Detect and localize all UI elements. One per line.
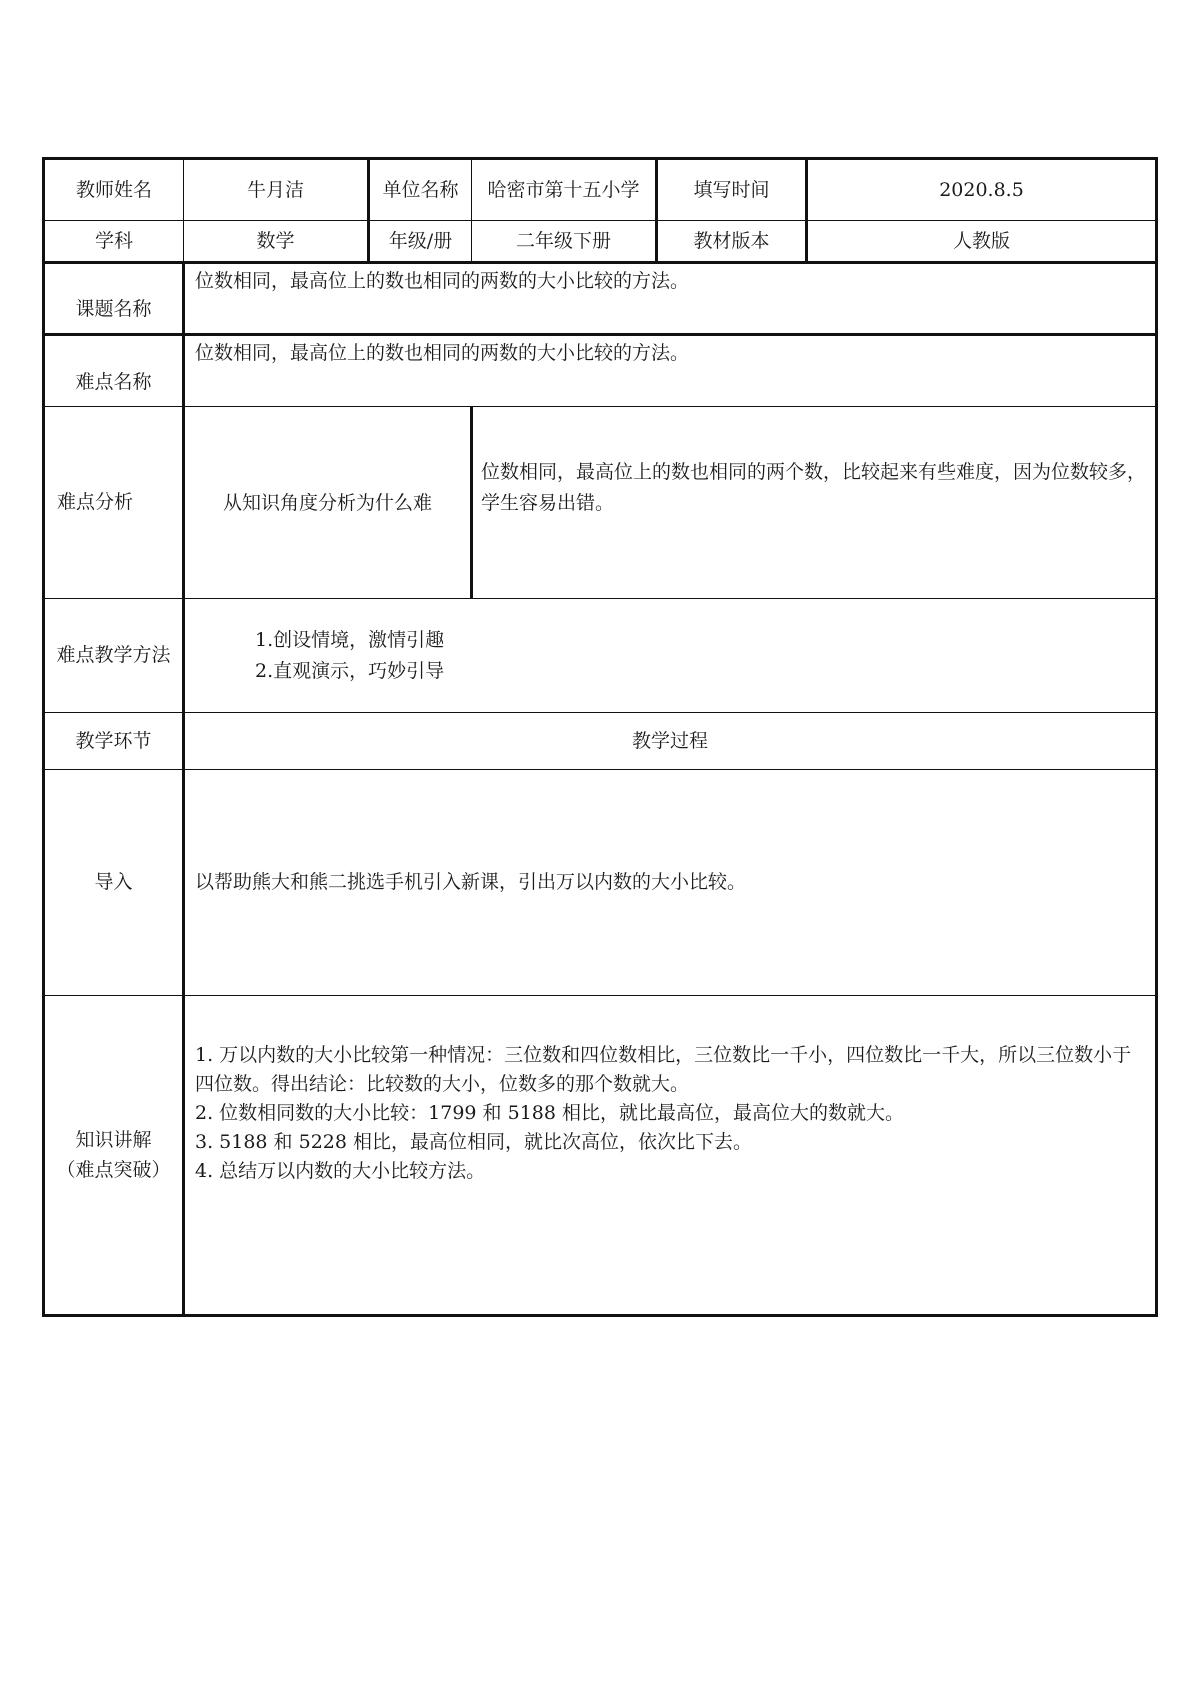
unit-value: 哈密市第十五小学 <box>472 159 657 221</box>
analysis-value: 位数相同，最高位上的数也相同的两个数，比较起来有些难度，因为位数较多，学生容易出错。 <box>472 407 1157 599</box>
unit-label: 单位名称 <box>369 159 472 221</box>
difficulty-label: 难点名称 <box>44 335 184 407</box>
knowledge-label-line2: （难点突破） <box>56 1159 171 1181</box>
date-value: 2020.8.5 <box>807 159 1157 221</box>
topic-value: 位数相同，最高位上的数也相同的两数的大小比较的方法。 <box>184 263 1157 335</box>
method-item: 1.创设情境，激情引趣 <box>255 628 445 651</box>
analysis-sub-label: 从知识角度分析为什么难 <box>184 407 472 599</box>
topic-label: 课题名称 <box>44 263 184 335</box>
methods-content <box>184 599 1157 713</box>
subject-label: 学科 <box>44 221 184 263</box>
lesson-plan-table <box>42 157 1158 1317</box>
topic-row <box>44 263 1157 335</box>
edition-value: 人教版 <box>807 221 1157 263</box>
knowledge-item: 4. 总结万以内数的大小比较方法。 <box>195 1159 486 1182</box>
difficulty-value: 位数相同，最高位上的数也相同的两数的大小比较的方法。 <box>184 335 1157 407</box>
intro-row <box>44 770 1157 996</box>
subject-value: 数学 <box>184 221 369 263</box>
grade-value: 二年级下册 <box>472 221 657 263</box>
intro-value: 以帮助熊大和熊二挑选手机引入新课，引出万以内数的大小比较。 <box>184 770 1157 996</box>
grade-label: 年级/册 <box>369 221 472 263</box>
process-label: 教学过程 <box>184 713 1157 770</box>
knowledge-label-line1: 知识讲解 <box>75 1129 152 1151</box>
knowledge-item: 2. 位数相同数的大小比较：1799 和 5188 相比，就比最高位，最高位大的数就大。 <box>195 1101 904 1124</box>
knowledge-row <box>44 996 1157 1316</box>
analysis-row <box>44 407 1157 599</box>
intro-label: 导入 <box>44 770 184 996</box>
info-row-2 <box>44 221 1157 263</box>
teacher-value: 牛月洁 <box>184 159 369 221</box>
edition-label: 教材版本 <box>657 221 807 263</box>
knowledge-item: 3. 5188 和 5228 相比，最高位相同，就比次高位，依次比下去。 <box>195 1130 752 1153</box>
knowledge-content <box>184 996 1157 1316</box>
process-stage-label: 教学环节 <box>44 713 184 770</box>
difficulty-row <box>44 335 1157 407</box>
teacher-label: 教师姓名 <box>44 159 184 221</box>
date-label: 填写时间 <box>657 159 807 221</box>
knowledge-item: 1. 万以内数的大小比较第一种情况：三位数和四位数相比，三位数比一千小，四位数比一千大，所以三位数小于四位数。得出结论：比较数的大小，位数多的那个数就大。 <box>195 1043 1132 1095</box>
info-row-1 <box>44 159 1157 221</box>
analysis-label: 难点分析 <box>44 407 184 599</box>
process-header-row <box>44 713 1157 770</box>
knowledge-label <box>44 996 184 1316</box>
methods-label: 难点教学方法 <box>44 599 184 713</box>
method-item: 2.直观演示，巧妙引导 <box>255 659 445 682</box>
lesson-plan-sheet <box>42 157 1155 1317</box>
methods-row <box>44 599 1157 713</box>
